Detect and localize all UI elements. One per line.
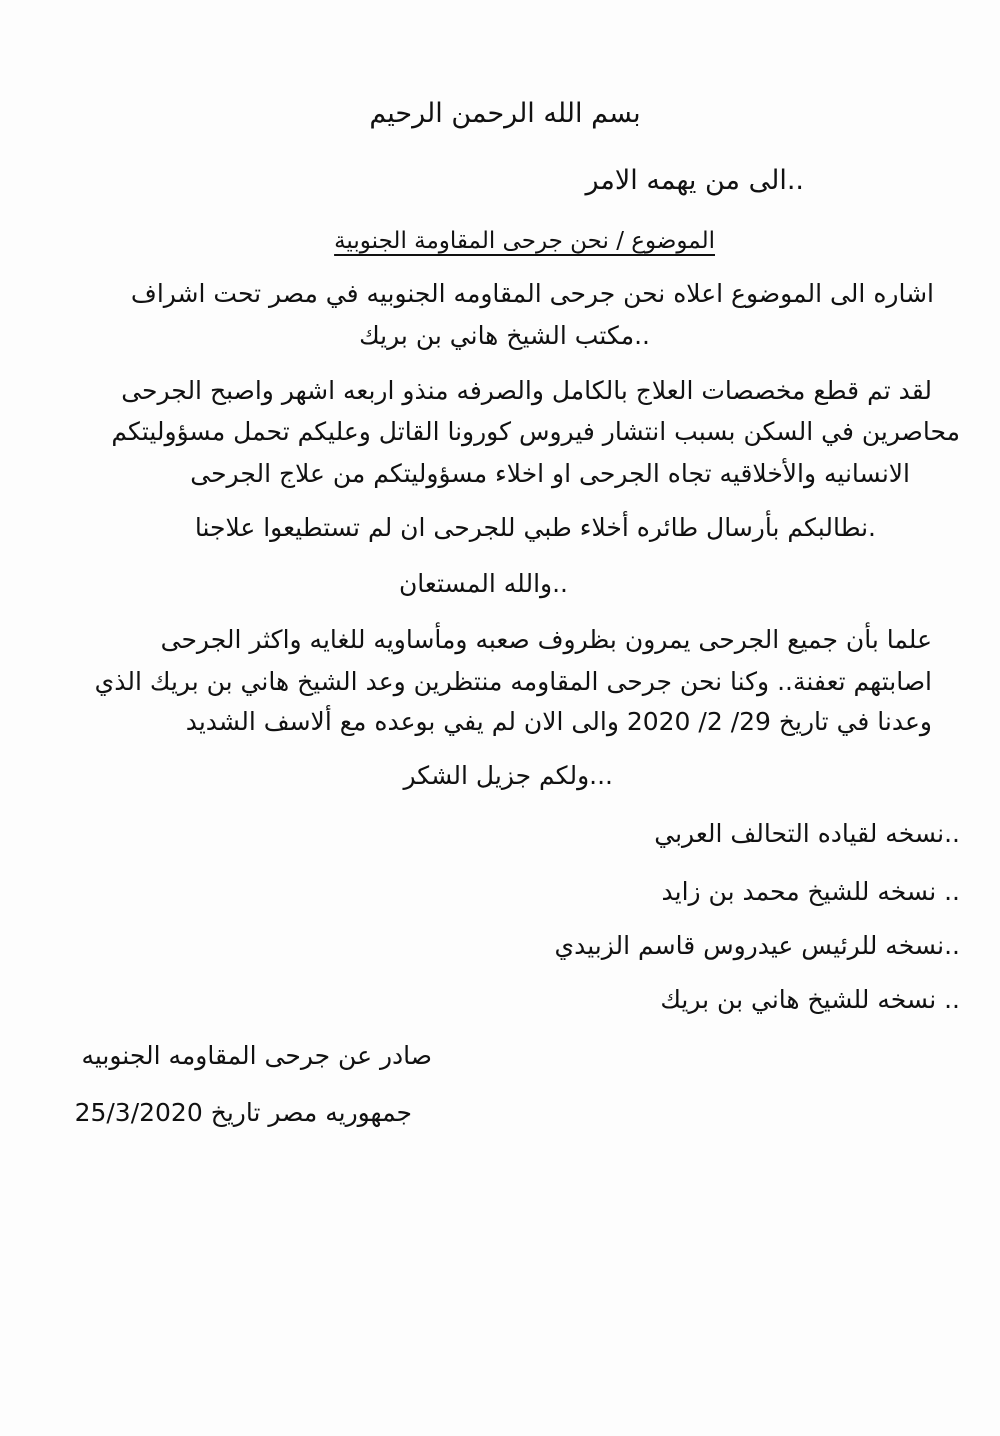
paragraph-1-line-1: اشاره الى الموضوع اعلاه نحن جرحى المقاومه الجنوبيه في مصر تحت اشراف xyxy=(130,279,934,308)
subject-line: الموضوع / نحن جرحى المقاومة الجنوبية xyxy=(334,228,715,254)
paragraph-4: ..والله المستعان xyxy=(398,569,568,598)
addressee-line: ..الى من يهمه الامر xyxy=(585,165,804,196)
copy-recipient-2: .. نسخه للشيخ محمد بن زايد xyxy=(661,877,960,906)
paragraph-1-line-2: ..مكتب الشيخ هاني بن بريك xyxy=(359,321,650,350)
paragraph-5-line-1: علما بأن جميع الجرحى يمرون بظروف صعبه ومأساويه للغايه واكثر الجرحى xyxy=(160,625,932,654)
paragraph-5-line-2: اصابتهم تعفنة.. وكنا نحن جرحى المقاومه منتظرين وعد الشيخ هاني بن بريك الذي xyxy=(94,667,932,696)
paragraph-2-line-2: محاصرين في السكن بسبب انتشار فيروس كورونا القاتل وعليكم تحمل مسؤوليتكم xyxy=(111,417,960,446)
paragraph-2-line-1: لقد تم قطع مخصصات العلاج بالكامل والصرفه منذو اربعه اشهر واصبح الجرحى xyxy=(121,376,932,405)
issuer-line: صادر عن جرحى المقاومه الجنوبيه xyxy=(81,1041,432,1070)
thanks-line: ...ولكم جزيل الشكر xyxy=(403,761,613,790)
paragraph-2-line-3: الانسانيه والأخلاقيه تجاه الجرحى او اخلاء مسؤوليتكم من علاج الجرحى xyxy=(190,459,910,488)
issue-date: 25/3/2020 xyxy=(74,1098,203,1127)
copy-recipient-1: ..نسخه لقياده التحالف العربي xyxy=(654,819,960,848)
copy-recipient-3: ..نسخه للرئيس عيدروس قاسم الزبيدي xyxy=(554,931,960,960)
paragraph-3: .نطالبكم بأرسال طائره أخلاء طبي للجرحى ان لم تستطيعوا علاجنا xyxy=(194,513,876,542)
place-date-line xyxy=(75,1097,412,1129)
paragraph-5-line-3: وعدنا في تاريخ 29/ 2/ 2020 والى الان لم يفي بوعده مع ألاسف الشديد xyxy=(185,707,932,736)
basmala-heading: بسم الله الرحمن الرحيم xyxy=(369,98,641,129)
copy-recipient-4: .. نسخه للشيخ هاني بن بريك xyxy=(660,985,960,1014)
place-label: جمهوريه مصر تاريخ xyxy=(210,1098,412,1127)
